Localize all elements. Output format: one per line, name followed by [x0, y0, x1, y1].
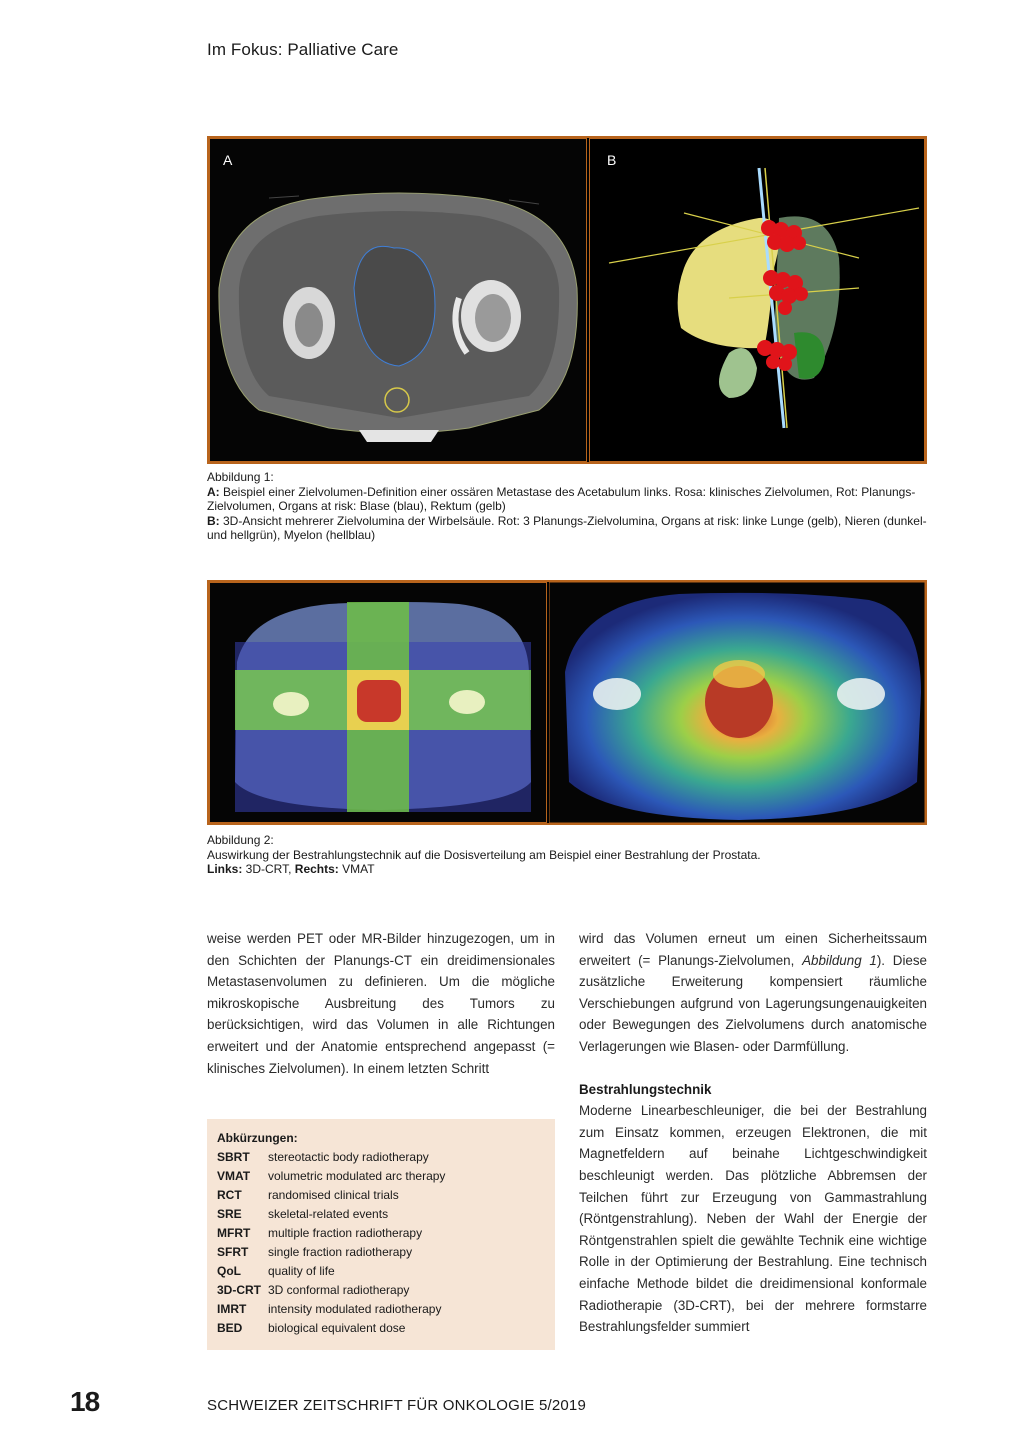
abbreviations-box [207, 1119, 555, 1350]
figure-1-caption-title: Abbildung 1: [207, 470, 274, 484]
section-header: Im Fokus: Palliative Care [207, 40, 399, 59]
abbreviation-value: quality of life [268, 1264, 335, 1278]
abbreviation-key: SBRT [217, 1150, 250, 1164]
spine-3d-image [589, 138, 925, 462]
abbreviation-value: single fraction radiotherapy [268, 1245, 413, 1259]
abbreviation-key: RCT [217, 1188, 242, 1202]
abbreviation-value: 3D conformal radiotherapy [268, 1283, 410, 1297]
abbreviation-value: multiple fraction radiotherapy [268, 1226, 423, 1240]
figure-2-caption-legend [207, 862, 927, 877]
abbreviations-title: Abkürzungen: [217, 1131, 298, 1145]
caption-right-key: Rechts: [294, 862, 339, 876]
abbreviation-key: SFRT [217, 1245, 249, 1259]
abbreviation-value: skeletal-related events [268, 1207, 389, 1221]
caption-left-val: 3D-CRT, [242, 862, 295, 876]
abbreviation-value: stereotactic body radiotherapy [268, 1150, 429, 1164]
ct-pelvis-image [209, 138, 587, 462]
subheading: Bestrahlungstechnik [579, 1081, 712, 1097]
body-column-left [207, 928, 555, 1079]
journal-footer: SCHWEIZER ZEITSCHRIFT FÜR ONKOLOGIE 5/2019 [207, 1397, 587, 1414]
figure-reference-link: Abbildung 1 [802, 952, 877, 968]
figure-2-right-vmat [549, 582, 925, 823]
figure-2-left-3dcrt [209, 582, 547, 823]
figure-1-caption-b [207, 514, 927, 543]
figure-2-caption-title: Abbildung 2: [207, 833, 274, 847]
caption-left-key: Links: [207, 862, 243, 876]
figure-2 [207, 580, 927, 825]
figure-2-caption-text: Auswirkung der Bestrahlungstechnik auf die Dosisverteilung am Beispiel einer Bestrahlung der Prostata. [207, 847, 761, 862]
abbreviation-key: SRE [217, 1207, 242, 1221]
abbreviation-key: VMAT [217, 1169, 251, 1183]
figure-1-caption-a [207, 485, 927, 514]
caption-a-key: A: [207, 484, 220, 499]
body-column-right [579, 928, 927, 1338]
figure-2-caption [207, 833, 927, 877]
dose-3dcrt-image [209, 582, 547, 823]
paragraph-text: ). Diese zusätzliche Erweiterung kompensiert räumliche Verschiebungen aufgrund von Lagerungsungenauigkeiten oder Bewegungen des Zielvolumens durch anatomische Verlagerungen wie Blasen- oder Darmfüllung. [579, 952, 928, 1054]
body-paragraph [579, 928, 927, 1058]
abbreviation-key: QoL [217, 1264, 241, 1278]
abbreviation-key: MFRT [217, 1226, 251, 1240]
figure-1-caption [207, 470, 927, 543]
abbreviation-value: randomised clinical trials [268, 1188, 399, 1202]
caption-b-text: 3D-Ansicht mehrerer Zielvolumina der Wirbelsäule. Rot: 3 Planungs-Zielvolumina, Organs at risk: linke Lunge (gelb), Nieren (dunkel- und hellgrün), Myelon (hellblau) [207, 513, 927, 542]
panel-b-label: B [607, 152, 617, 168]
caption-right-val: VMAT [338, 862, 375, 876]
dose-vmat-image [549, 582, 925, 823]
page-number: 18 [70, 1386, 100, 1417]
figure-1-panel-a [209, 138, 587, 462]
caption-b-key: B: [207, 513, 220, 528]
abbreviation-value: intensity modulated radiotherapy [268, 1302, 442, 1316]
body-paragraph: Moderne Linearbeschleuniger, die bei der Bestrahlung zum Einsatz kommen, erzeugen Elektronen, die mit Magnetfeldern auf beinahe Lichtgeschwindigkeit beschleunigt werden. Das plötzliche Abbremsen der Teilchen führt zur Erzeugung von Gammastrahlung (Röntgenstrahlung). Neben der Wahl der Energie der Röntgenstrahlen spielt die gewählte Technik eine wichtige Rolle in der Optimierung der Bestrahlung. Eine technisch einfache Methode bildet die dreidimensional konformale Radiotherapie (3D-CRT), bei der mehrere formstarre Bestrahlungsfelder summiert [579, 1103, 927, 1335]
abbreviation-value: volumetric modulated arc therapy [268, 1169, 446, 1183]
panel-a-label: A [223, 152, 233, 168]
abbreviation-value: biological equivalent dose [268, 1321, 406, 1335]
abbreviation-key: BED [217, 1321, 243, 1335]
abbreviation-key: IMRT [217, 1302, 247, 1316]
caption-a-text: Beispiel einer Zielvolumen-Definition einer ossären Metastase des Acetabulum links. Rosa: klinisches Zielvolumen, Rot: Planungs-Zielvolumen, Organs at risk: Blase (blau), Rektum (gelb) [207, 484, 916, 513]
body-paragraph: weise werden PET oder MR-Bilder hinzugezogen, um in den Schichten der Planungs-CT ein dreidimensionales Metastasenvolumen zu definieren. Um die mögliche mikroskopische Ausbreitung des Tumors zu berücksichtigen, wird das Volumen in alle Richtungen erweitert und der Anatomie entsprechend angepasst (= klinisches Zielvolumen). In einem letzten Schritt [207, 931, 555, 1076]
paragraph-text: wird das Volumen erneut um einen Sicherheitssaum erweitert (= Planungs-Zielvolumen, [579, 931, 927, 968]
abbreviation-key: 3D-CRT [217, 1283, 261, 1297]
figure-1-panel-b [589, 138, 925, 462]
figure-1 [207, 136, 927, 464]
